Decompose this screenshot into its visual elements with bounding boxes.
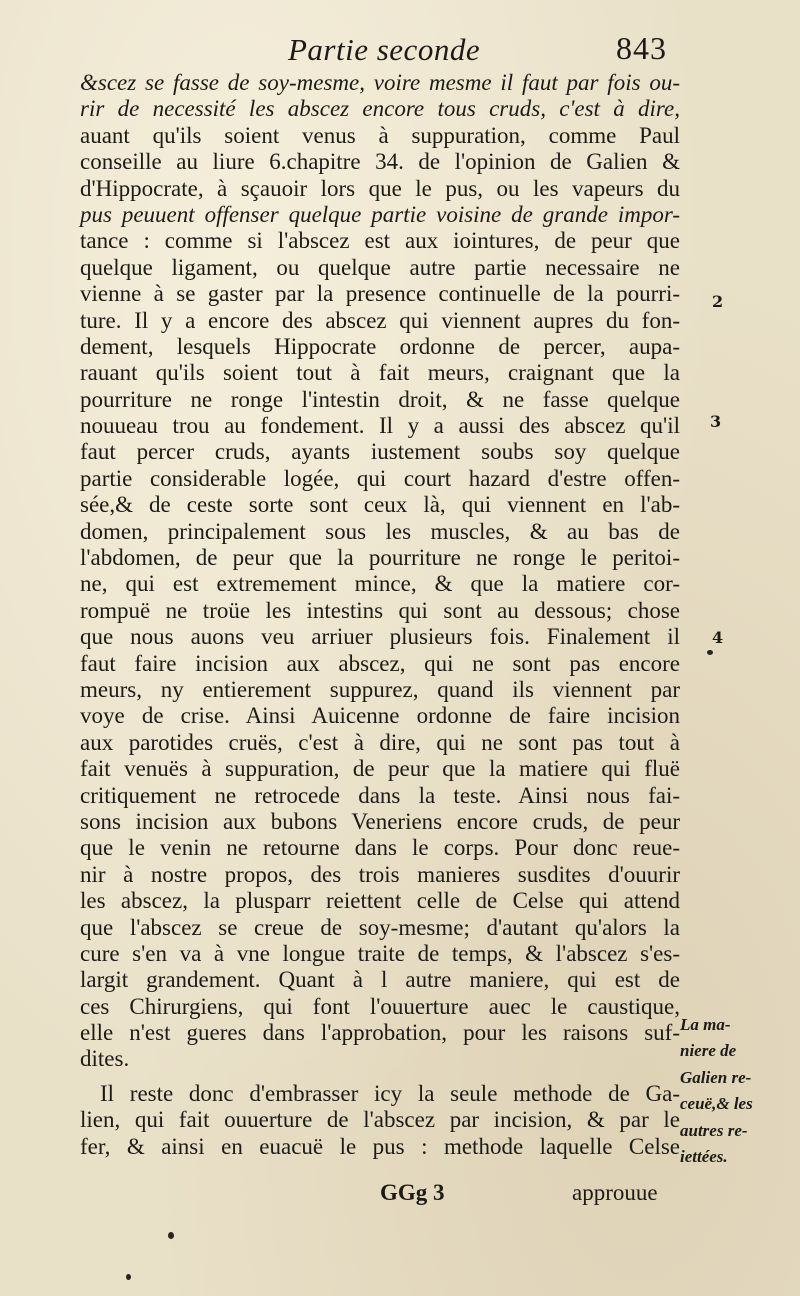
paragraph-gap: [80, 1073, 680, 1081]
catchword: approuue: [572, 1180, 658, 1205]
text-line: aux parotides cruës, c'est à dire, qui ne sont pas tout à: [80, 729, 680, 755]
text-line: que le venin ne retourne dans le corps. Pour donc reue-: [80, 835, 680, 861]
text-line: quelque ligament, ou quelque autre partie necessaire ne: [80, 254, 680, 280]
text-line: conseille au liure 6.chapitre 34. de l'opinion de Galien &: [80, 149, 680, 175]
text-line: nouueau trou au fondement. Il y a aussi des abscez qu'il: [80, 413, 680, 439]
text-line: pus peuuent offenser quelque partie voisine de grande impor-: [80, 201, 680, 227]
margin-number: 4: [712, 628, 724, 647]
text-line: ne, qui est extremement mince, & que la matiere cor-: [80, 571, 680, 597]
margin-note-line: autres re-: [680, 1120, 748, 1140]
margin-note: [680, 1012, 790, 1170]
text-line: elle n'est gueres dans l'approbation, pour les raisons suf-: [80, 1020, 680, 1046]
text-line: cure s'en va à vne longue traite de temps, & l'abscez s'es-: [80, 940, 680, 966]
text-line: que nous auons veu arriuer plusieurs fois. Finalement il: [80, 624, 680, 650]
text-line: largit grandement. Quant à l autre maniere, qui est de: [80, 967, 680, 993]
text-line: domen, principalement sous les muscles, & au bas de: [80, 518, 680, 544]
text-line: &scez se fasse de soy-mesme, voire mesme il faut par fois ou-: [80, 70, 680, 95]
ink-speck: [707, 650, 713, 655]
running-title: Partie seconde: [288, 32, 481, 67]
margin-note-line: Galien re-: [680, 1067, 752, 1087]
page-number: 843: [616, 30, 667, 66]
margin-note-line: iettées.: [680, 1147, 728, 1167]
margin-number: 2: [712, 292, 724, 311]
text-line: tance : comme si l'abscez est aux iointures, de peur que: [80, 228, 680, 254]
margin-note-line: La ma-: [680, 1015, 731, 1034]
text-line: faut percer cruds, ayants iustement soubs soy quelque: [80, 439, 680, 465]
text-line: sons incision aux bubons Veneriens encore cruds, de peur: [80, 808, 680, 834]
text-line: voye de crise. Ainsi Auicenne ordonne de faire incision: [80, 703, 680, 729]
text-line: partie considerable logée, qui court hazard d'estre offen-: [80, 465, 680, 491]
text-line: dement, lesquels Hippocrate ordonne de percer, aupa-: [80, 333, 680, 359]
body-text: [80, 70, 680, 1160]
text-line: critiquement ne retrocede dans la teste. Ainsi nous fai-: [80, 782, 680, 808]
text-line: ture. Il y a encore des abscez qui viennent aupres du fon-: [80, 307, 680, 333]
page-header: [0, 30, 800, 74]
text-line: fait venuës à suppuration, de peur que la matiere qui fluë: [80, 756, 680, 782]
margin-note-line: ceuë,& les: [680, 1094, 753, 1114]
text-line: meurs, ny entierement suppurez, quand ils viennent par: [80, 676, 680, 702]
text-line: faut faire incision aux abscez, qui ne sont pas encore: [80, 650, 680, 676]
text-line: vienne à se gaster par la presence continuelle de la pourri-: [80, 281, 680, 307]
text-line: l'abdomen, de peur que la pourriture ne ronge le peritoi-: [80, 545, 680, 571]
text-line: lien, qui fait ouuerture de l'abscez par incision, & par le: [80, 1107, 680, 1133]
text-line: Il reste donc d'embrasser icy la seule methode de Ga-: [100, 1080, 680, 1106]
text-line: pourriture ne ronge l'intestin droit, & ne fasse quelque: [80, 386, 680, 412]
margin-number: 3: [710, 412, 722, 431]
signature-mark: GGg 3: [380, 1180, 445, 1205]
text-line: rompuë ne troüe les intestins qui sont au dessous; chose: [80, 597, 680, 623]
ink-speck: [126, 1274, 131, 1280]
text-line: rir de necessité les abscez encore tous cruds, c'est à dire,: [80, 96, 680, 122]
margin-note-line: niere de: [680, 1041, 737, 1061]
text-line: d'Hippocrate, à sçauoir lors que le pus, ou les vapeurs du: [80, 175, 680, 201]
text-line: rauant qu'ils soient tout à fait meurs, craignant que la: [80, 360, 680, 386]
text-line: dites.: [80, 1046, 130, 1072]
text-line: les abscez, la plusparr reiettent celle de Celse qui attend: [80, 888, 680, 914]
text-line: ces Chirurgiens, qui font l'ouuerture auec le caustique,: [80, 993, 680, 1019]
text-line: auant qu'ils soient venus à suppuration, comme Paul: [80, 122, 680, 148]
text-line: sée,& de ceste sorte sont ceux là, qui viennent en l'ab-: [80, 492, 680, 518]
ink-speck: [168, 1232, 174, 1239]
text-line: que l'abscez se creue de soy-mesme; d'autant qu'alors la: [80, 914, 680, 940]
text-line: fer, & ainsi en euacuë le pus : methode laquelle Celse: [80, 1133, 680, 1159]
text-line: nir à nostre propos, des trois manieres susdites d'ouurir: [80, 861, 680, 887]
